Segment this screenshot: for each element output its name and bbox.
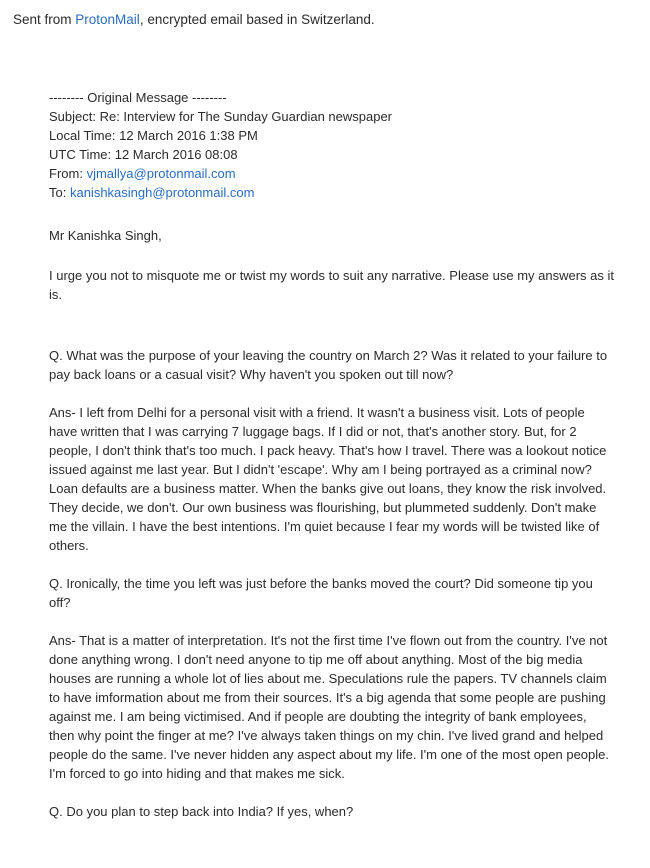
from-line <box>49 164 614 183</box>
signature-suffix: , encrypted email based in Switzerland. <box>139 12 375 27</box>
original-message-divider: -------- Original Message -------- <box>49 90 227 105</box>
answer-1: Ans- I left from Delhi for a personal visit with a friend. It wasn't a business visit. Lots of people have written that I was carrying 7 luggage bags. If I did or not, that's another story. But, for 2 people, I don't think that's too much. I pack heavy. That's how I travel. There was a lookout notice issued against me last year. But I didn't 'escape'. Why am I being portrayed as a criminal now? Loan defaults are a business matter. When the banks give out loans, they know the risk involved. They decide, we don't. Our own business was flourishing, but plummeted suddenly. Don't make me the villain. I have the best intentions. I'm quiet because I fear my words will be twisted like of others. <box>49 405 607 553</box>
protonmail-link[interactable]: ProtonMail <box>75 12 140 27</box>
greeting: Mr Kanishka Singh, <box>49 228 162 243</box>
local-time-line: Local Time: 12 March 2016 1:38 PM <box>49 128 258 143</box>
from-label: From: <box>49 166 87 181</box>
subject-line: Subject: Re: Interview for The Sunday Guardian newspaper <box>49 109 393 124</box>
to-line <box>49 183 614 202</box>
utc-time-line: UTC Time: 12 March 2016 08:08 <box>49 147 238 162</box>
signature-prefix: Sent from <box>13 12 76 27</box>
to-email-link[interactable]: kanishkasingh@protonmail.com <box>69 185 255 200</box>
answer-2: Ans- That is a matter of interpretation. It's not the first time I've flown out from the country. I've not done anything wrong. I don't need anyone to tip me off about anything. Most of the big media houses are running a whole lot of lies about me. Speculations rule the papers. TV channels claim to have imformation about me from their sources. It's a big agenda that some people are pushing against me. I am being victimised. And if people are doubting the integrity of bank employees, then why point the finger at me? I've always taken things on my chin. I've lived grand and helped people do the same. I've never hidden any aspect about my life. I'm one of the most open people. I'm forced to go into hiding and that makes me sick. <box>49 633 609 781</box>
question-1: Q. What was the purpose of your leaving the country on March 2? Was it related to your failure to pay back loans or a casual visit? Why haven't you spoken out till now? <box>49 348 608 382</box>
question-3: Q. Do you plan to step back into India? If yes, when? <box>49 804 354 819</box>
from-email-link[interactable]: vjmallya@protonmail.com <box>86 166 236 181</box>
intro-paragraph: I urge you not to misquote me or twist my words to suit any narrative. Please use my answers as it is. <box>49 268 615 302</box>
to-label: To: <box>49 185 70 200</box>
question-2: Q. Ironically, the time you left was just before the banks moved the court? Did someone tip you off? <box>49 576 593 610</box>
email-body <box>49 88 614 821</box>
signature-line <box>13 11 375 29</box>
